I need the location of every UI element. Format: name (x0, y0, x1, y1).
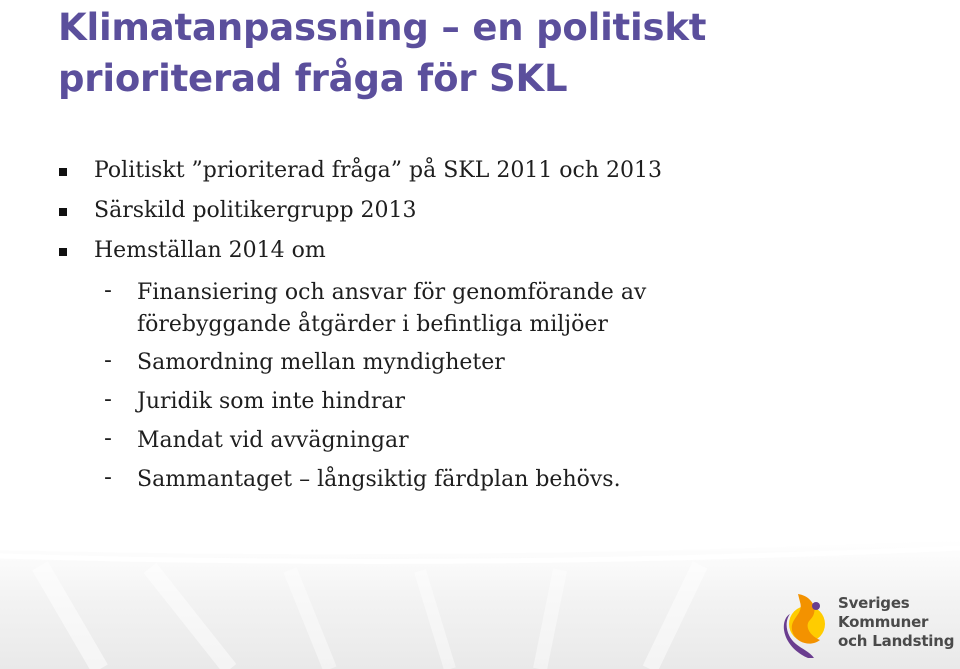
square-bullet-icon (59, 248, 67, 256)
bullet-text: Särskild politikergrupp 2013 (94, 198, 417, 223)
dash-bullet-icon: - (104, 426, 112, 451)
slide-title-line-1: Klimatanpassning – en politiskt (58, 6, 707, 49)
logo-text-line-1: Sveriges (838, 594, 910, 612)
skl-logo-text (838, 594, 954, 651)
bullet-text: Hemställan 2014 om (94, 238, 326, 263)
logo-text-line-3: och Landsting (838, 632, 955, 650)
sub-bullet-text: Juridik som inte hindrar (137, 389, 406, 414)
bullet-text: Politiskt ”prioriterad fråga” på SKL 2011 och 2013 (94, 158, 663, 183)
sub-bullet-text: Mandat vid avvägningar (137, 428, 409, 453)
dash-bullet-icon: - (104, 278, 112, 303)
footer-band (0, 540, 960, 669)
sub-bullet-text: Finansiering och ansvar för genomförande av (137, 280, 647, 305)
logo-text-line-2: Kommuner (838, 613, 929, 631)
dash-bullet-icon: - (104, 465, 112, 490)
dash-bullet-icon: - (104, 348, 112, 373)
sub-bullet-text: Sammantaget – långsiktig färdplan behövs. (137, 467, 621, 492)
slide-title-line-2: prioriterad fråga för SKL (58, 57, 568, 100)
sub-bullet-text-continuation: förebyggande åtgärder i befintliga miljöer (137, 312, 608, 337)
skl-logo (780, 588, 955, 660)
square-bullet-icon (59, 168, 67, 176)
square-bullet-icon (59, 208, 67, 216)
logo-dot (812, 602, 820, 610)
dash-bullet-icon: - (104, 387, 112, 412)
skl-logo-mark-icon (780, 588, 834, 660)
sub-bullet-text: Samordning mellan myndigheter (137, 350, 505, 375)
